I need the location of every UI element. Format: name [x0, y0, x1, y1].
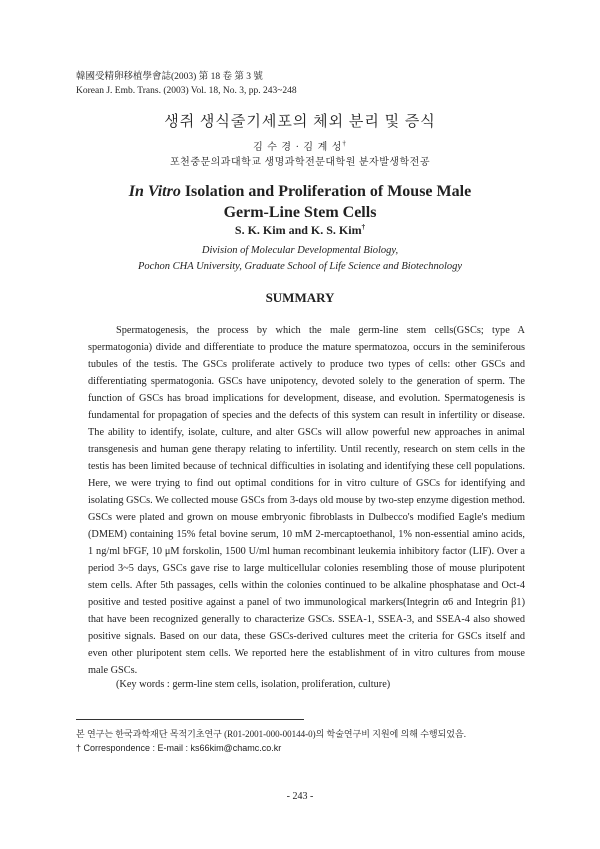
- title-line1-rest: Isolation and Proliferation of Mouse Male: [180, 183, 472, 200]
- funding-footnote: 본 연구는 한국과학재단 목적기초연구 (R01-2001-000-00144-0)의 학술연구비 지원에 의해 수행되었음.: [76, 729, 466, 739]
- authors-korean-names: 김 수 경 · 김 계 성: [253, 142, 343, 153]
- authors-korean: [0, 138, 600, 153]
- affiliation-university: Pochon CHA University, Graduate School of Life Science and Biotechnology: [137, 261, 463, 272]
- authors-english-names: S. K. Kim and K. S. Kim: [234, 223, 362, 237]
- journal-header: [76, 70, 297, 98]
- correspondence-mark: †: [361, 223, 366, 231]
- keywords: (Key words : germ-line stem cells, isolation, proliferation, culture): [116, 679, 391, 690]
- affiliation-english: [0, 243, 600, 275]
- title-english: [0, 181, 600, 223]
- authors-english: [0, 223, 600, 238]
- footnote-divider: [76, 719, 304, 720]
- title-italic-part: In Vitro: [128, 183, 181, 200]
- affiliation-division: Division of Molecular Developmental Biology,: [201, 245, 399, 256]
- correspondence-footnote: † Correspondence : E-mail : ks66kim@chamc.co.kr: [76, 743, 282, 753]
- journal-citation-english: Korean J. Emb. Trans. (2003) Vol. 18, No. 3, pp. 243~248: [76, 86, 297, 96]
- page-number: - 243 -: [286, 791, 314, 802]
- journal-citation-korean: 韓國受精卵移植學會誌(2003) 第 18 卷 第 3 號: [76, 72, 263, 82]
- correspondence-mark: †: [342, 139, 347, 148]
- abstract-text: Spermatogenesis, the process by which the male germ-line stem cells(GSCs; type A spermatogonia) divide and differentiate to produce the mature spermatozoa, occurs in the seminiferous tubules of the testis. The GSCs proliferate actively to produce two types of cells: other GSCs and differentiating spermatogonia. GSCs have unipotency, devoted solely to the generation of sperm. The function of GSCs has broad implications for development, disease, and evolution. Spermatogenesis is fundamental for propagation of species and the defects of this system can result in infertility or disease. The ability to identify, isolate, culture, and alter GSCs will allow powerful new approaches in animal transgenesis and human gene therapy relating to infertility. Until recently, research on stem cells in the testis has been limited because of technical difficulties in isolating and identifying these cell populations. Here, we were trying to find out optimal conditions for in vitro culture of GSCs for identifying and isolating GSCs. We collected mouse GSCs from 3-days old mouse by two-step enzyme digestion method. GSCs were plated and grown on mouse embryonic fibroblasts in Dulbecco's modified Eagle's medium (DMEM) containing 15% fetal bovine serum, 10 mM 2-mercaptoethanol, 1% non-essential amino acids, 1 ng/ml bFGF, 10 μM forskolin, 1500 U/ml human recombinant leukemia inhibitory factor (LIF). Over a period 3~5 days, GSCs gave rise to large multicellular colonies resembling those of mouse pluripotent stem cells. After 5th passages, cells within the colonies continued to be alkaline phosphatase and Oct-4 positive and tested positive against a panel of two immunological markers(Integrin α6 and Integrin β1) that have been recognized generally to characterize GSCs. SSEA-1, SSEA-3, and SSEA-4 also showed positive signals. Based on our data, these GSCs-derived cultures meet the criteria for GSCs itself and even other pluripotent stem cells. We reported here the establishment of in vitro cultures from mouse male GSCs.: [88, 325, 525, 676]
- title-line2: Germ-Line Stem Cells: [223, 204, 377, 221]
- title-korean: 생쥐 생식줄기세포의 체외 분리 및 증식: [164, 114, 436, 130]
- affiliation-korean: 포천중문의과대학교 생명과학전문대학원 분자발생학전공: [170, 157, 430, 168]
- summary-heading: SUMMARY: [265, 290, 335, 305]
- abstract-paragraph: [88, 322, 525, 679]
